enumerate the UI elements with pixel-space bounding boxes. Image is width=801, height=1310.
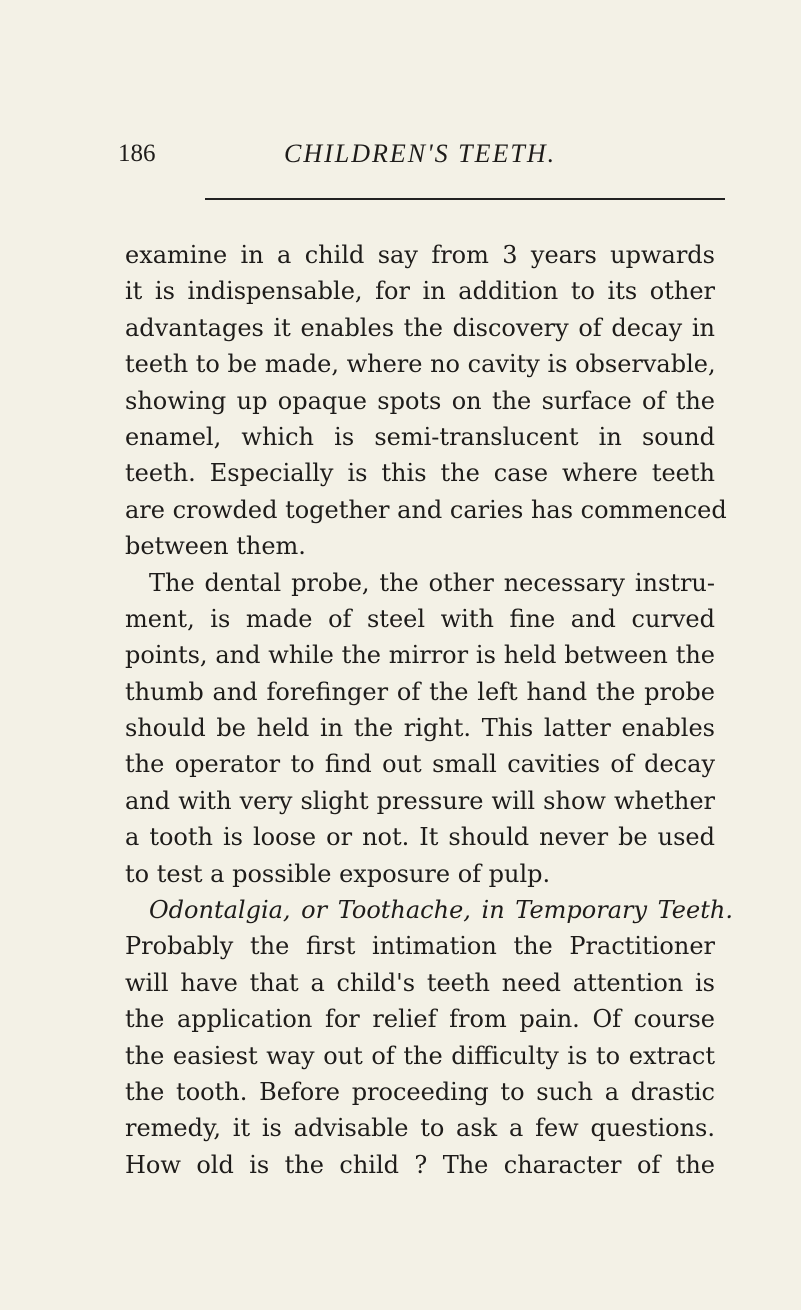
text-line: the operator to find out small cavities of decay	[125, 750, 715, 779]
text-line: How old is the child ? The character of the	[125, 1150, 715, 1179]
text-line: examine in a child say from 3 years upwards	[125, 241, 715, 269]
text-line: the application for relief from pain. Of course	[125, 1005, 715, 1034]
text-line: the tooth. Before proceeding to such a drastic	[125, 1077, 715, 1106]
text-line: will have that a child's teeth need attention is	[125, 968, 715, 997]
section-subheading: Odontalgia, or Toothache, in Temporary Teeth.	[149, 896, 733, 925]
text-line: ment, is made of steel with fine and curved	[125, 604, 715, 633]
text-line: showing up opaque spots on the surface of the	[125, 386, 715, 415]
text-line: teeth to be made, where no cavity is observable,	[125, 350, 716, 379]
page-number: 186	[118, 140, 156, 167]
header-rule	[205, 198, 725, 200]
text-line: points, and while the mirror is held between the	[125, 641, 715, 670]
text-line: the easiest way out of the difficulty is to extract	[125, 1041, 715, 1070]
text-line: thumb and forefinger of the left hand the probe	[125, 677, 715, 706]
text-line: teeth. Especially is this the case where teeth	[125, 459, 715, 488]
text-line: Probably the first intimation the Practitioner	[125, 932, 715, 961]
text-line: remedy, it is advisable to ask a few questions.	[125, 1114, 715, 1143]
running-title: CHILDREN'S TEETH.	[284, 139, 557, 168]
text-line: it is indispensable, for in addition to its other	[125, 277, 715, 306]
text-line: to test a possible exposure of pulp.	[125, 859, 551, 888]
body-text	[125, 237, 733, 1183]
text-line: are crowded together and caries has commenced	[125, 495, 727, 524]
text-line: and with very slight pressure will show whether	[125, 786, 715, 815]
text-line: enamel, which is semi-translucent in sound	[125, 422, 715, 451]
running-head	[118, 137, 723, 171]
text-line: should be held in the right. This latter enables	[125, 714, 715, 743]
text-line: a tooth is loose or not. It should never be used	[125, 823, 715, 852]
text-line: between them.	[125, 532, 306, 561]
text-line: The dental probe, the other necessary instru-	[149, 568, 715, 597]
text-line: advantages it enables the discovery of decay in	[125, 313, 715, 342]
